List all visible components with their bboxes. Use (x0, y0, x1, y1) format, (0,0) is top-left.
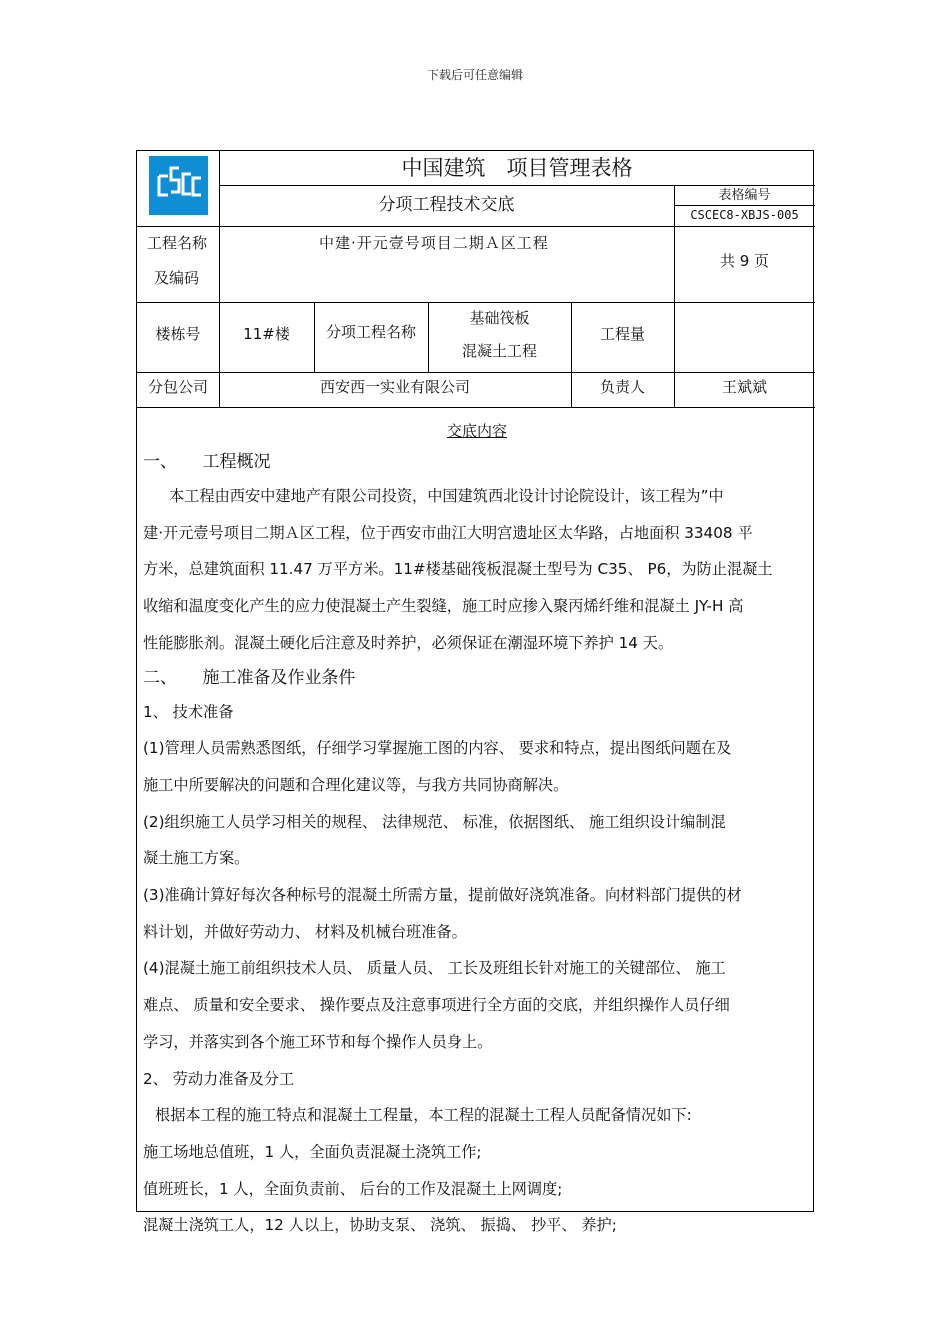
building-label: 楼栋号 (155, 325, 201, 343)
project-label-1: 工程名称 (147, 234, 208, 252)
content-line: (3)准确计算好每次各种标号的混凝土所需方量，提前做好浇筑准备。向材料部门提供的材 (143, 886, 742, 905)
content-line: 施工场地总值班，1 人，全面负责混凝土浇筑工作; (143, 1142, 482, 1161)
subitem-label: 分项工程名称 (325, 323, 416, 341)
content-line: 一、 工程概况 (143, 452, 271, 472)
sub-company: 西安西一实业有限公司 (319, 378, 470, 396)
form-table (136, 150, 814, 1235)
content-line: (4)混凝土施工前组织技术人员、 质量人员、 工长及班组长针对施工的关键部位、 施工 (143, 959, 726, 978)
disclosure-content (143, 416, 811, 1244)
content-line: 2、 劳动力准备及分工 (143, 1069, 295, 1088)
content-line: 凝土施工方案。 (143, 849, 250, 868)
content-line: 学习，并落实到各个施工环节和每个操作人员身上。 (143, 1032, 493, 1051)
page-count: 共 9 页 (719, 252, 770, 270)
content-line: 建·开元壹号项目二期Ａ区工程，位于西安市曲江大明宫遗址区太华路，占地面积 33408 平 (143, 523, 753, 542)
building-value: 11#楼 (243, 325, 290, 343)
cscec-logo-icon (149, 156, 208, 215)
subitem-value-2: 混凝土工程 (461, 342, 537, 360)
project-name: 中建·开元壹号项目二期Ａ区工程 (319, 234, 549, 252)
content-line: 二、 施工准备及作业条件 (143, 667, 356, 688)
content-line: 本工程由西安中建地产有限公司投资，中国建筑西北设计讨论院设计，该工程为”中 (169, 487, 724, 505)
content-line: 混凝土浇筑工人，12 人以上，协助支泵、 浇筑、 振捣、 抄平、 养护; (143, 1216, 617, 1235)
content-line: (2)组织施工人员学习相关的规程、 法律规范、 标准，依据图纸、 施工组织设计编制混 (143, 812, 726, 831)
subitem-value-1: 基础筏板 (469, 309, 530, 327)
content-line: 性能膨胀剂。混凝土硬化后注意及时养护，必须保证在潮湿环境下养护 14 天。 (143, 633, 674, 652)
content-line: 1、 技术准备 (143, 702, 234, 721)
form-title: 中国建筑 项目管理表格 (401, 156, 633, 180)
sub-company-label: 分包公司 (147, 378, 208, 396)
form-subtitle: 分项工程技术交底 (378, 195, 515, 215)
content-line: 收缩和温度变化产生的应力使混凝土产生裂缝，施工时应掺入聚丙烯纤维和混凝土 JY-H 高 (143, 597, 744, 616)
content-line: 难点、 质量和安全要求、 操作要点及注意事项进行全方面的交底，并组织操作人员仔细 (143, 996, 730, 1015)
form-no-label: 表格编号 (718, 188, 771, 203)
watermark: 下载后可任意编辑 (426, 68, 523, 82)
content-lines (143, 446, 811, 1244)
content-line: 料计划，并做好劳动力、 材料及机械台班准备。 (143, 922, 467, 941)
content-line: 方米，总建筑面积 11.47 万平方米。11#楼基础筏板混凝土型号为 C35、 P6，为防止混凝土 (143, 560, 773, 579)
leader-value: 王斌斌 (721, 378, 767, 396)
content-line: 值班班长，1 人，全面负责前、 后台的工作及混凝土上网调度; (143, 1179, 563, 1198)
quantity-label: 工程量 (599, 325, 645, 343)
content-line: 施工中所要解决的问题和合理化建议等，与我方共同协商解决。 (143, 775, 569, 794)
form-no: CSCEC8-XBJS-005 (690, 208, 799, 222)
content-heading: 交底内容 (446, 422, 507, 440)
content-line: (1)管理人员需熟悉图纸，仔细学习掌握施工图的内容、 要求和特点，提出图纸问题在及 (143, 739, 732, 758)
content-line: 根据本工程的施工特点和混凝土工程量，本工程的混凝土工程人员配备情况如下: (155, 1106, 692, 1125)
project-label-2: 及编码 (154, 269, 200, 287)
leader-label: 负责人 (599, 378, 645, 396)
